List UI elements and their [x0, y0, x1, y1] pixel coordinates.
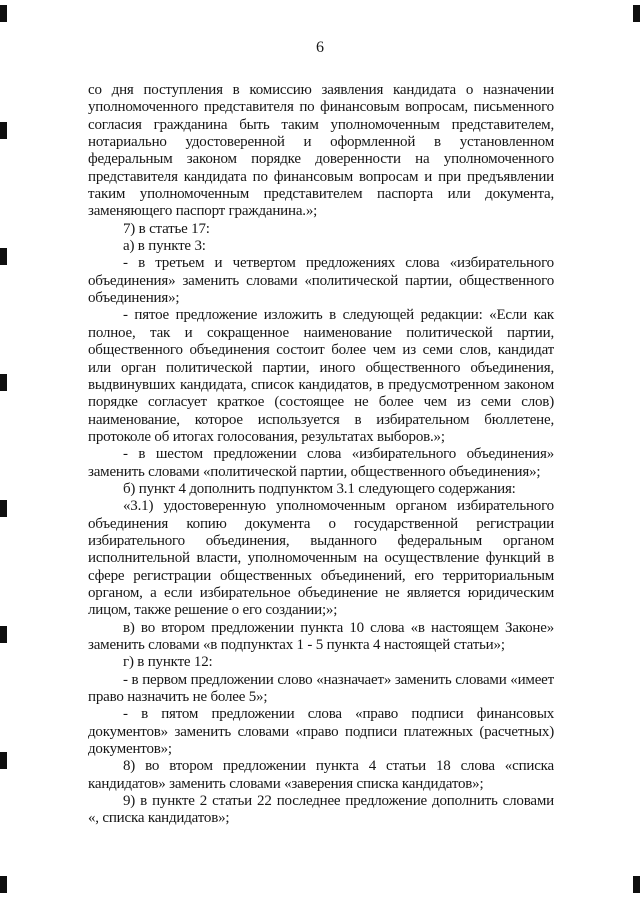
- paragraph: г) в пункте 12:: [123, 654, 213, 671]
- document-body: [88, 82, 554, 828]
- scan-mark: [633, 876, 640, 893]
- scan-mark: [0, 626, 7, 643]
- scan-mark: [0, 248, 7, 265]
- scan-mark: [0, 122, 7, 139]
- page-number: 6: [316, 39, 324, 56]
- paragraph: 7) в статье 17:: [123, 220, 210, 237]
- paragraph: - в шестом предложении слова «избирательного объединения» заменить словами «политической партии, общественного объединения»;: [88, 446, 554, 480]
- scan-mark: [0, 374, 7, 391]
- paragraph: 8) во втором предложении пункта 4 статьи 18 слова «списка кандидатов» заменить словами «заверения списка кандидатов»;: [88, 758, 554, 792]
- paragraph: - в пятом предложении слова «право подписи финансовых документов» заменить словами «право подписи платежных (расчетных) документов»;: [88, 706, 554, 758]
- paragraph: 9) в пункте 2 статьи 22 последнее предложение дополнить словами «, списка кандидатов»;: [88, 793, 554, 827]
- paragraph: - в первом предложении слово «назначает» заменить словами «имеет право назначить не более 5»;: [88, 671, 554, 706]
- paragraph: со дня поступления в комиссию заявления кандидата о назначении уполномоченного представителя по финансовым вопросам, письменного согласия гражданина быть таким уполномоченным представителем, нотариально удостоверенной и оформленной в установленном федеральным законом порядке доверенности на уполномоченного представителя кандидата по финансовым вопросам и при предъявлении таким уполномоченным представителем паспорта или документа, заменяющего паспорт гражданина.»;: [88, 82, 554, 220]
- scan-mark: [0, 5, 7, 22]
- paragraph: - в третьем и четвертом предложениях слова «избирательного объединения» заменить словами «политической партии, общественного объединения»;: [88, 255, 554, 307]
- scan-mark: [0, 876, 7, 893]
- scan-mark: [633, 5, 640, 22]
- scan-mark: [0, 500, 7, 517]
- paragraph: в) во втором предложении пункта 10 слова «в настоящем Законе» заменить словами «в подпунктах 1 - 5 пункта 4 настоящей статьи»;: [88, 619, 554, 653]
- paragraph: б) пункт 4 дополнить подпунктом 3.1 следующего содержания:: [123, 480, 516, 497]
- scan-mark: [0, 752, 7, 769]
- paragraph: а) в пункте 3:: [123, 238, 206, 255]
- paragraph: - пятое предложение изложить в следующей редакции: «Если как полное, так и сокращенное наименование политической партии, общественного объединения состоит более чем из семи слов, кандидат или орган политической партии, иного общественного объединения, выдвинувших кандидата, список кандидатов, в предусмотренном законом порядке согласует краткое (состоящее не более чем из семи слов) наименование, которое используется в избирательном бюллетене, протоколе об итогах голосования, результатах выборов.»;: [88, 307, 554, 445]
- paragraph: «3.1) удостоверенную уполномоченным органом избирательного объединения копию документа о государственной регистрации избирательного объединения, выданного федеральным органом исполнительной власти, уполномоченным на осуществление функций в сфере регистрации общественных объединений, его территориальным органом, а если избирательное объединение не является юридическим лицом, также решение о его создании;»;: [88, 498, 554, 619]
